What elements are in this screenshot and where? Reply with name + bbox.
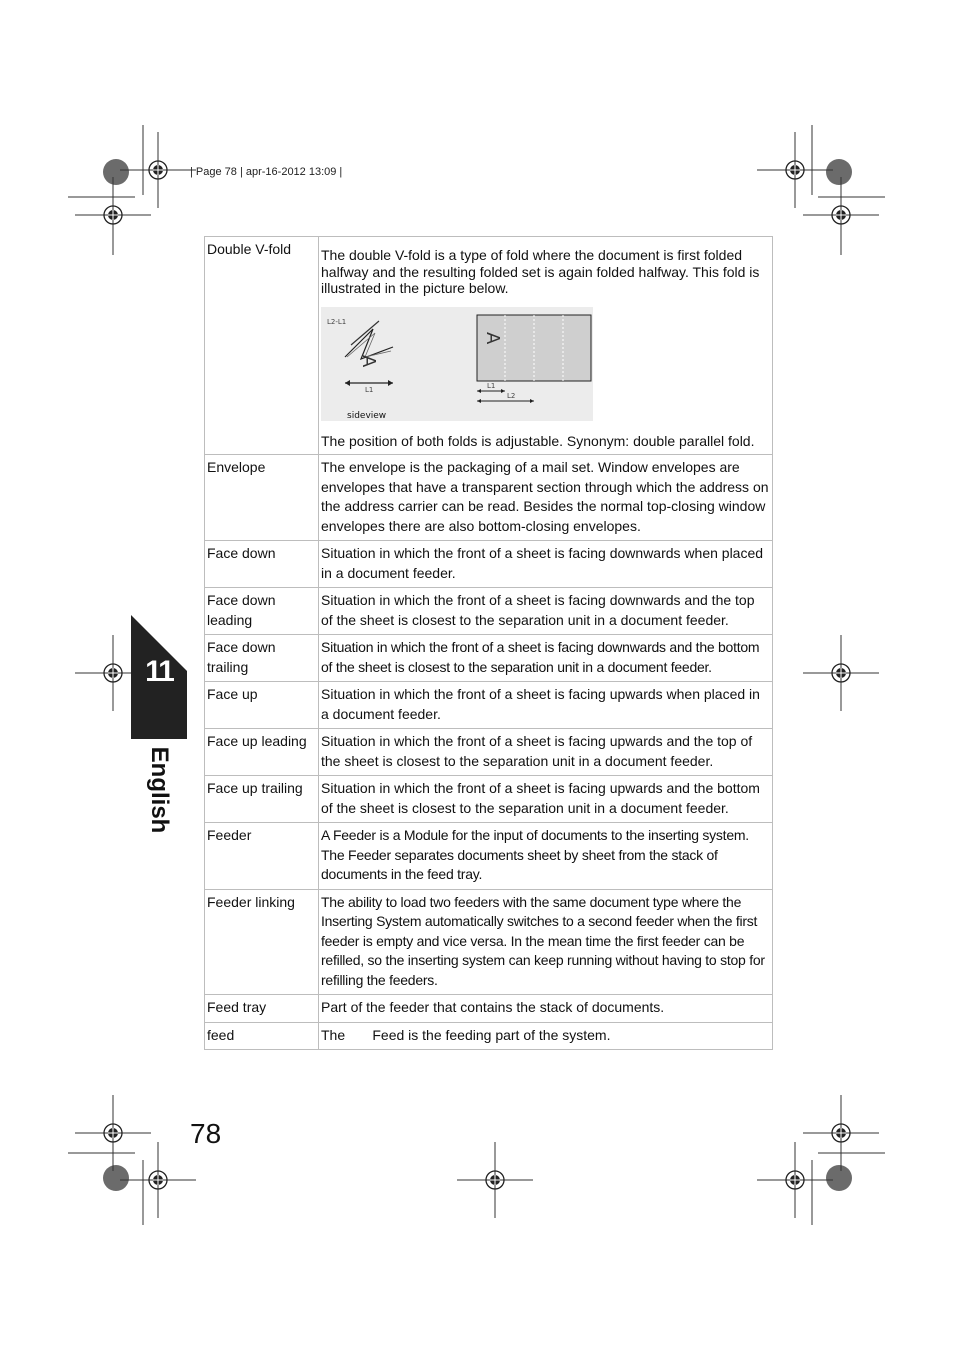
description-cell: The ability to load two feeders with the same document type where the Inserting System automatically switches to a second feeder when the first feeder is empty and vice versa. In the mean time the first feeder can be refilled, so the inserting system can keep running without having to stop for refilling the feeders. — [319, 889, 773, 995]
label-l1-top: L1 — [487, 381, 496, 390]
description-cell: The Feed is the feeding part of the system. — [319, 1022, 773, 1050]
label-l2: L2 — [507, 391, 516, 400]
table-row — [205, 541, 773, 588]
description-cell: A Feeder is a Module for the input of documents to the inserting system. The Feeder separates documents sheet by sheet from the stack of documents in the feed tray. — [319, 823, 773, 890]
term-cell: Feeder linking — [205, 889, 319, 995]
table-row — [205, 823, 773, 890]
description-cell: Situation in which the front of a sheet is facing upwards and the bottom of the sheet is closest to the separation unit in a document feeder. — [319, 776, 773, 823]
description-cell: Situation in which the front of a sheet is facing downwards and the top of the sheet is closest to the separation unit in a document feeder. — [319, 588, 773, 635]
term-cell: Face down — [205, 541, 319, 588]
description-cell: Part of the feeder that contains the stack of documents. — [319, 995, 773, 1023]
fold-diagram-svg — [321, 307, 593, 421]
term-cell: Face up — [205, 682, 319, 729]
table-row — [205, 635, 773, 682]
description-cell — [319, 237, 773, 455]
description-text: The double V-fold is a type of fold where the document is first folded halfway and the resulting folded set is again folded halfway. This fold is illustrated in the picture below. — [321, 247, 760, 296]
label-l1: L1 — [365, 385, 374, 394]
chapter-language: English — [146, 746, 173, 834]
double-v-fold-illustration — [321, 307, 769, 425]
term-cell: Feeder — [205, 823, 319, 890]
description-cell: Situation in which the front of a sheet is facing upwards and the top of the sheet is closest to the separation unit in a document feeder. — [319, 729, 773, 776]
table-row — [205, 455, 773, 541]
label-sideview: sideview — [347, 410, 387, 421]
table-row — [205, 729, 773, 776]
term-cell: Face up trailing — [205, 776, 319, 823]
term-cell: Envelope — [205, 455, 319, 541]
chapter-number: 11 — [145, 655, 173, 688]
table-row — [205, 588, 773, 635]
table-row — [205, 682, 773, 729]
description-cell: Situation in which the front of a sheet is facing upwards when placed in a document feeder. — [319, 682, 773, 729]
term-cell: Face down trailing — [205, 635, 319, 682]
description-cell: The envelope is the packaging of a mail set. Window envelopes are envelopes that have a transparent section through which the address on the address carrier can be read. Besides the normal top-closing window envelopes there are also bottom-closing envelopes. — [319, 455, 773, 541]
term-cell: Face down leading — [205, 588, 319, 635]
description-cell: Situation in which the front of a sheet is facing downwards when placed in a document feeder. — [319, 541, 773, 588]
term-cell: Face up leading — [205, 729, 319, 776]
description-text-after: The position of both folds is adjustable. Synonym: double parallel fold. — [321, 433, 755, 449]
print-header: | Page 78 | apr-16-2012 13:09 | — [190, 166, 343, 178]
term-cell: Double V-fold — [205, 237, 319, 455]
table-row — [205, 889, 773, 995]
label-l2-l1: L2-L1 — [327, 317, 347, 326]
svg-text:A: A — [358, 354, 379, 367]
description-cell: Situation in which the front of a sheet is facing downwards and the bottom of the sheet is closest to the separation unit in a document feeder. — [319, 635, 773, 682]
page-number: 78 — [190, 1118, 222, 1149]
glossary-table — [204, 236, 773, 1050]
table-row — [205, 995, 773, 1023]
term-cell: feed — [205, 1022, 319, 1050]
table-row — [205, 237, 773, 455]
svg-text:A: A — [482, 331, 503, 344]
table-row — [205, 1022, 773, 1050]
table-row — [205, 776, 773, 823]
term-cell: Feed tray — [205, 995, 319, 1023]
